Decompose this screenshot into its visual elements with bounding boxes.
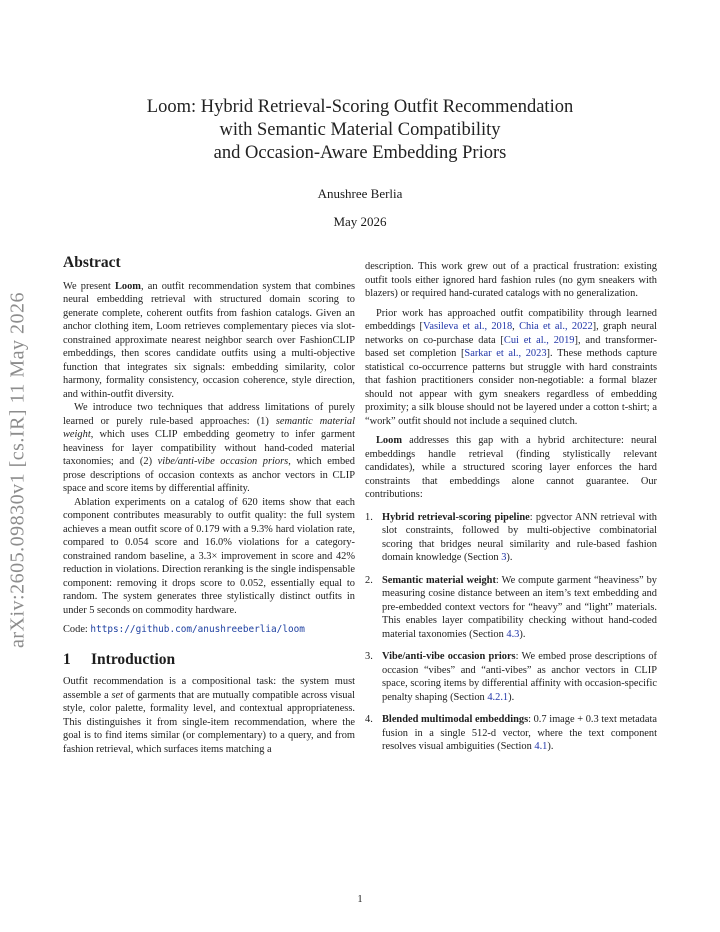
list-item: 2. Semantic material weight: We compute garment “heaviness” by measuring cosine distance between an item’s text embedding and pre-embedded context vectors for “heavy” and “light” materials. This enables layer compatibility checking without hand-coded material taxonomies (Section 4.3). [365,574,657,640]
citation-link[interactable]: Sarkar et al., 2023 [464,348,547,359]
citation-link[interactable]: Chia et al., 2022 [519,321,593,332]
intro-paragraph-continued: description. This work grew out of a practical frustration: existing outfit tools either ignored hard fashion rules (no gym sneakers with blazers) or required hand-curated catalogs with no generalization. [365,261,657,299]
code-link-line: Code: https://github.com/anushreeberlia/loom [63,624,305,635]
title-line: with Semantic Material Compatibility [219,120,501,140]
section-ref-link[interactable]: 3 [501,552,507,563]
section-ref-link[interactable]: 4.3 [506,628,520,640]
citation-link[interactable]: Vasileva et al., 2018 [423,321,513,332]
list-item: 4. Blended multimodal embeddings: 0.7 image + 0.3 text metadata fusion in a single 512-d vector, where the text component resolves visual ambiguities (Section 4.1). [365,714,657,752]
list-item: 3. Vibe/anti-vibe occasion priors: We embed prose descriptions of occasion “vibes” and “anti-vibes” as anchor vectors in CLIP space, scoring items by differential affinity with occasion-specific penalty shaping (Section 4.2.1). [365,651,657,703]
citation-link[interactable]: Cui et al., 2019 [503,334,575,346]
section-ref-link[interactable]: 4.1 [534,741,548,752]
title-line: and Occasion-Aware Embedding Priors [213,143,507,163]
intro-text-left: of garments that are mutually compatible across visual style, color palette, formality level, and contextual appropriateness. This distinguishes it from single-item recommendation, where the goal is to find items similar (or complementary) to a query, and from fashion retrieval, which surfaces items matching a [63,689,355,755]
page-number: 1 [357,894,363,905]
arxiv-identifier[interactable]: arXiv:2605.09830v1 [cs.IR] 11 May 2026 [6,292,29,648]
publication-date: May 2026 [333,214,387,229]
abstract-heading: Abstract [63,254,121,271]
abstract-paragraph: We present Loom, an outfit recommendation system that combines neural embedding retrieval with structured domain scoring to generate complete, coherent outfits from fashion catalogs. Given an anchor clothing item, Loom retrieves complementary pieces via slot-constrained approximate nearest neighbor search over FashionCLIP embeddings, then scores candidate outfits using a multi-objective function that integrates six signals: embedding similarity, color harmony, formality consistency, occasion coherence, style direction, and within-outfit diversity. [63,280,355,400]
intro-paragraph: Loom addresses this gap with a hybrid architecture: neural embeddings handle retrieval (finding stylistically relevant candidates), while a structured scoring layer enforces the hard constraints that embeddings alone cannot guarantee. Our contributions: [365,435,657,500]
section-ref-link[interactable]: 4.2.1 [487,691,509,703]
code-link[interactable]: https://github.com/anushreeberlia/loom [90,624,305,635]
list-item: 1. Hybrid retrieval-scoring pipeline: pgvector ANN retrieval with slot constraints, followed by multi-objective combinatorial scoring that bridges neural similarity and rule-based fashion domain knowledge (Section 3). [365,511,658,563]
intro-paragraph: Outfit recommendation is a compositional task: the system must assemble a set of garments that are mutually compatible across visual style, color palette, formality level, and contextual appropriateness. This distinguishes it from single-item recommendation, where the goal is to find items similar (or complementary) to a query, and from fashion retrieval, which surfaces items matching a [63,676,355,755]
paper-title [80,96,640,165]
system-name: Loom [114,280,141,292]
author-name: Anushree Berlia [317,186,403,201]
left-column [63,256,355,756]
abstract-paragraph: We introduce two techniques that address limitations of purely learned or purely rule-based approaches: (1) semantic material weight, which uses CLIP embedding geometry to infer garment heaviness for layer compatibility without hand-coded material taxonomies; and (2) vibe/anti-vibe occasion priors, which embed prose descriptions of occasion contexts as anchor vectors in CLIP space and score items by differential affinity. [63,402,355,494]
title-line: Loom: Hybrid Retrieval-Scoring Outfit Recommendation [146,97,574,117]
right-column [365,260,657,763]
contributions-list [365,511,657,754]
section-heading-introduction: 1 Introduction [63,650,176,668]
abstract-paragraph: Ablation experiments on a catalog of 620 items show that each component contributes measurably to outfit quality: the full system achieves a mean outfit score of 0.179 with a 9.3% hard violation rate, compared to 0.054 score and 16.0% violations for a category-constrained random baseline, a 3.3× improvement in score and 42% reduction in violations. Direction reranking is the single indispensable component: removing it drops score to 0.052, essentially equal to random. The system generates three stylistically distinct outfits in under 5 seconds on commodity hardware. [63,496,355,616]
intro-paragraph: Prior work has approached outfit compatibility through learned embeddings [Vasileva et al., 2018, Chia et al., 2022], graph neural networks on co-purchase data [Cui et al., 2019], and transformer-based set completion [Sarkar et al., 2023]. These methods capture statistical co-occurrence patterns but struggle with hard constraints that fashion practitioners consider non-negotiable: a formal blazer should not appear with gym sneakers regardless of embedding proximity; a silk blouse should not be layered under a cotton t-shirt; a “work” outfit should not include a sequined clutch. [365,307,658,427]
